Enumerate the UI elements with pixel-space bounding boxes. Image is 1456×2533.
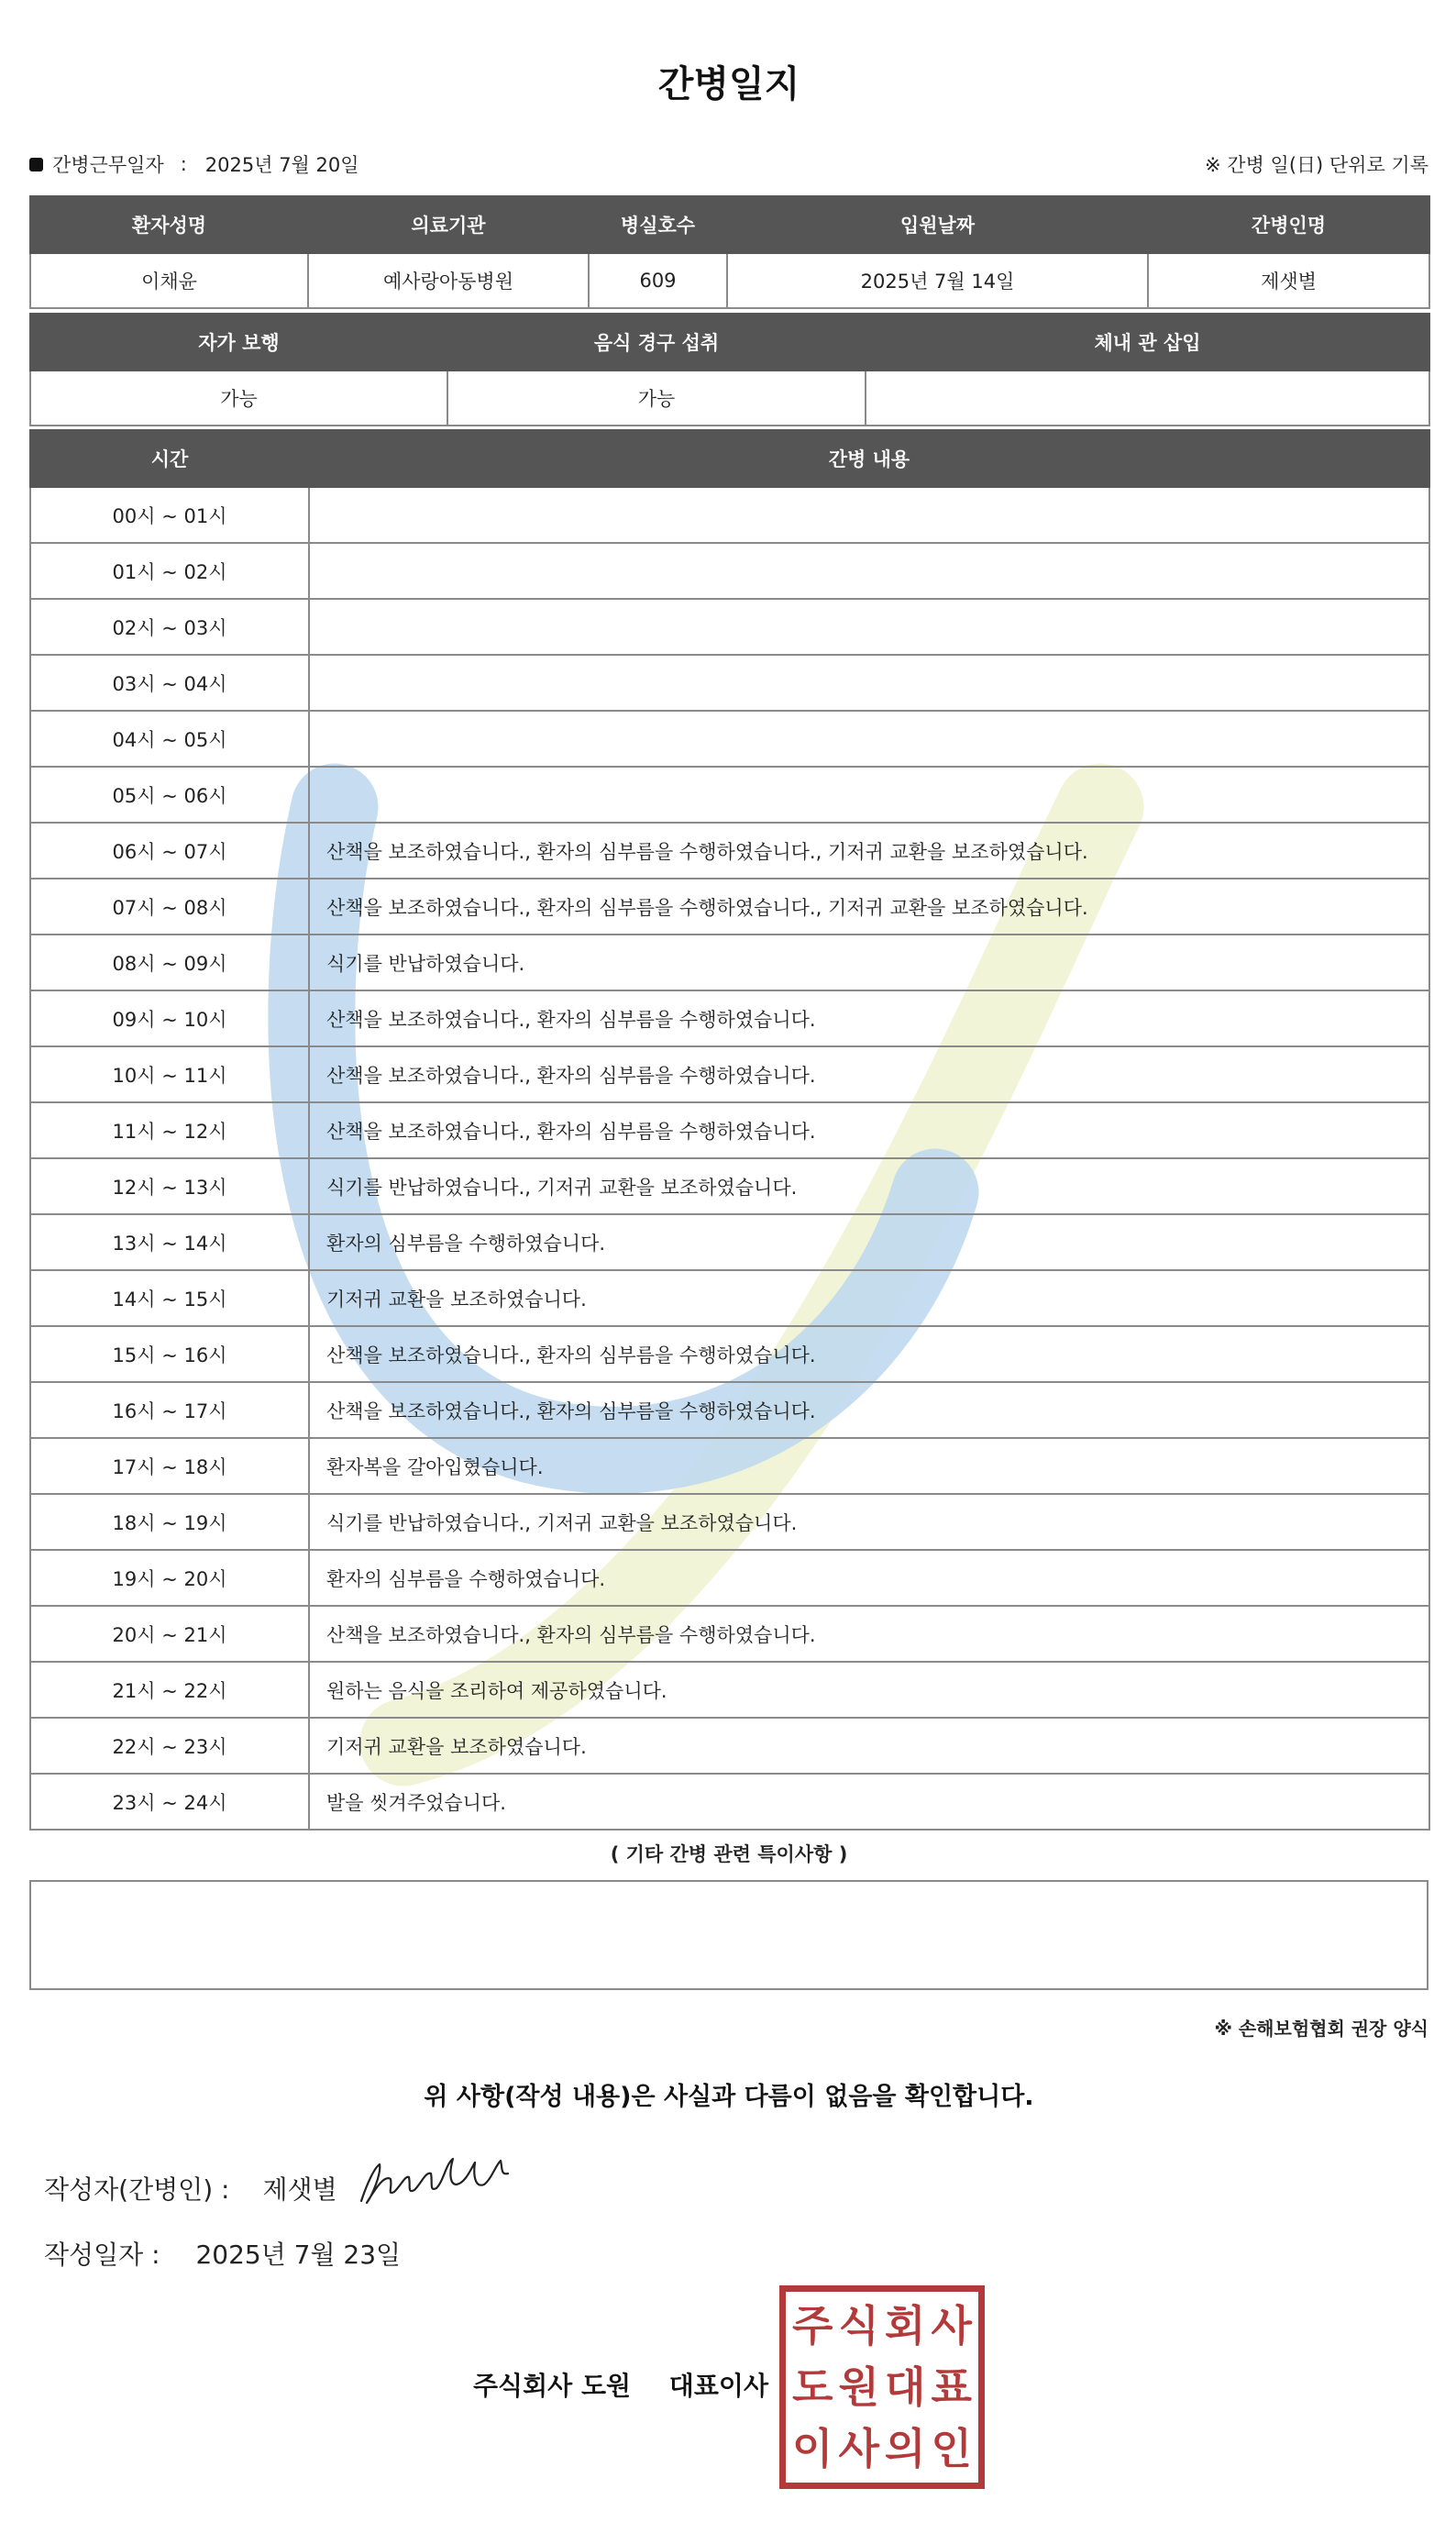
log-time: 06시 ~ 07시 — [30, 823, 309, 879]
log-time: 00시 ~ 01시 — [30, 487, 309, 543]
seal-char: 표 — [931, 2362, 972, 2412]
seal-char: 회 — [885, 2301, 926, 2351]
log-content: 산책을 보조하였습니다., 환자의 심부름을 수행하였습니다. — [309, 1606, 1429, 1662]
seal-char: 이 — [792, 2423, 833, 2473]
patient-info-table — [29, 195, 1430, 309]
log-content: 산책을 보조하였습니다., 환자의 심부름을 수행하였습니다. — [309, 1382, 1429, 1438]
log-row — [30, 879, 1429, 935]
log-time: 18시 ~ 19시 — [30, 1494, 309, 1550]
log-row — [30, 990, 1429, 1046]
admission-date: 2025년 7월 14일 — [727, 253, 1148, 308]
log-row — [30, 1662, 1429, 1718]
patient-name: 이채윤 — [30, 253, 308, 308]
work-date — [29, 150, 359, 178]
oral-intake-value: 가능 — [447, 371, 866, 426]
work-date-value: 2025년 7월 20일 — [204, 154, 359, 176]
log-content: 산책을 보조하였습니다., 환자의 심부름을 수행하였습니다. — [309, 1046, 1429, 1102]
header-time: 시간 — [30, 430, 309, 487]
log-row — [30, 1046, 1429, 1102]
log-content — [309, 599, 1429, 655]
log-time: 15시 ~ 16시 — [30, 1326, 309, 1382]
seal-char: 도 — [792, 2362, 833, 2412]
writer-label: 작성자(간병인) : — [44, 2174, 230, 2205]
hospital-name: 예사랑아동병원 — [308, 253, 589, 308]
log-row — [30, 655, 1429, 711]
header-care-content: 간병 내용 — [309, 430, 1429, 487]
log-time: 01시 ~ 02시 — [30, 543, 309, 599]
log-row — [30, 1718, 1429, 1774]
log-content: 환자의 심부름을 수행하였습니다. — [309, 1214, 1429, 1270]
log-row — [30, 711, 1429, 767]
log-content: 식기를 반납하였습니다., 기저귀 교환을 보조하였습니다. — [309, 1158, 1429, 1214]
log-time: 08시 ~ 09시 — [30, 935, 309, 990]
handwritten-signature — [354, 2148, 519, 2212]
log-content — [309, 543, 1429, 599]
log-time: 20시 ~ 21시 — [30, 1606, 309, 1662]
log-content: 식기를 반납하였습니다. — [309, 935, 1429, 990]
hourly-care-log-table — [29, 429, 1430, 1831]
seal-char: 원 — [838, 2362, 879, 2412]
log-content — [309, 711, 1429, 767]
log-time: 07시 ~ 08시 — [30, 879, 309, 935]
log-content — [309, 487, 1429, 543]
header-admission-date: 입원날짜 — [727, 196, 1148, 253]
log-row — [30, 487, 1429, 543]
work-date-label: 간병근무일자 — [52, 154, 164, 176]
log-time: 09시 ~ 10시 — [30, 990, 309, 1046]
log-time: 13시 ~ 14시 — [30, 1214, 309, 1270]
log-time: 10시 ~ 11시 — [30, 1046, 309, 1102]
log-time: 14시 ~ 15시 — [30, 1270, 309, 1326]
seal-char: 주 — [792, 2301, 833, 2351]
log-content — [309, 655, 1429, 711]
seal-char: 사 — [931, 2301, 972, 2351]
written-date-line — [44, 2235, 401, 2272]
log-content: 원하는 음식을 조리하여 제공하였습니다. — [309, 1662, 1429, 1718]
header-self-walking: 자가 보행 — [30, 314, 447, 371]
header-hospital: 의료기관 — [308, 196, 589, 253]
log-row — [30, 935, 1429, 990]
log-content: 산책을 보조하였습니다., 환자의 심부름을 수행하였습니다., 기저귀 교환을 보조하였습니다. — [309, 823, 1429, 879]
log-content: 산책을 보조하였습니다., 환자의 심부름을 수행하였습니다. — [309, 1326, 1429, 1382]
log-header-row — [30, 430, 1429, 487]
log-content: 산책을 보조하였습니다., 환자의 심부름을 수행하였습니다., 기저귀 교환을 보조하였습니다. — [309, 879, 1429, 935]
self-walking-value: 가능 — [30, 371, 447, 426]
log-time: 12시 ~ 13시 — [30, 1158, 309, 1214]
log-content: 식기를 반납하였습니다., 기저귀 교환을 보조하였습니다. — [309, 1494, 1429, 1550]
seal-char: 인 — [931, 2423, 972, 2473]
log-row — [30, 1102, 1429, 1158]
status-value-row — [30, 371, 1429, 426]
log-row — [30, 1438, 1429, 1494]
tube-insertion-value — [866, 371, 1429, 426]
header-caregiver-name: 간병인명 — [1148, 196, 1429, 253]
square-bullet-icon — [29, 158, 43, 171]
log-row — [30, 1158, 1429, 1214]
company-line — [473, 2366, 768, 2403]
confirmation-statement: 위 사항(작성 내용)은 사실과 다름이 없음을 확인합니다. — [424, 2083, 1034, 2111]
log-row — [30, 1494, 1429, 1550]
log-row — [30, 1214, 1429, 1270]
log-time: 02시 ~ 03시 — [30, 599, 309, 655]
written-date-value: 2025년 7월 23일 — [195, 2240, 402, 2270]
log-content: 환자의 심부름을 수행하였습니다. — [309, 1550, 1429, 1606]
log-content: 기저귀 교환을 보조하였습니다. — [309, 1270, 1429, 1326]
room-number: 609 — [589, 253, 727, 308]
log-time: 04시 ~ 05시 — [30, 711, 309, 767]
writer-name: 제샛별 — [262, 2174, 337, 2205]
work-date-colon: : — [180, 153, 187, 175]
log-row — [30, 1270, 1429, 1326]
writer-line — [44, 2170, 337, 2207]
record-unit-note: ※ 간병 일(日) 단위로 기록 — [1205, 154, 1428, 176]
header-room-number: 병실호수 — [589, 196, 727, 253]
log-time: 03시 ~ 04시 — [30, 655, 309, 711]
remarks-box — [29, 1880, 1428, 1990]
log-content: 발을 씻겨주었습니다. — [309, 1774, 1429, 1830]
log-row — [30, 1606, 1429, 1662]
log-content: 산책을 보조하였습니다., 환자의 심부름을 수행하였습니다. — [309, 990, 1429, 1046]
log-time: 17시 ~ 18시 — [30, 1438, 309, 1494]
meta-row — [29, 150, 1428, 180]
log-row — [30, 1774, 1429, 1830]
status-header-row — [30, 314, 1429, 371]
company-representative-title: 대표이사 — [668, 2371, 768, 2401]
log-content: 환자복을 갈아입혔습니다. — [309, 1438, 1429, 1494]
log-row — [30, 1550, 1429, 1606]
seal-char: 식 — [838, 2301, 879, 2351]
log-time: 11시 ~ 12시 — [30, 1102, 309, 1158]
company-name: 주식회사 도원 — [473, 2371, 632, 2401]
written-date-label: 작성일자 : — [44, 2240, 160, 2270]
company-seal-stamp — [779, 2285, 985, 2489]
seal-char: 대 — [885, 2362, 926, 2412]
log-row — [30, 599, 1429, 655]
header-patient-name: 환자성명 — [30, 196, 308, 253]
caregiver-name: 제샛별 — [1148, 253, 1429, 308]
patient-status-table — [29, 313, 1430, 426]
log-time: 16시 ~ 17시 — [30, 1382, 309, 1438]
form-source-note: ※ 손해보험협회 권장 양식 — [1214, 2018, 1428, 2040]
document-title: 간병일지 — [657, 63, 800, 105]
log-content — [309, 767, 1429, 823]
log-time: 23시 ~ 24시 — [30, 1774, 309, 1830]
seal-char: 사 — [838, 2423, 879, 2473]
log-row — [30, 1382, 1429, 1438]
log-row — [30, 543, 1429, 599]
log-content: 기저귀 교환을 보조하였습니다. — [309, 1718, 1429, 1774]
log-time: 05시 ~ 06시 — [30, 767, 309, 823]
patient-value-row — [30, 253, 1429, 308]
log-row — [30, 767, 1429, 823]
seal-char: 의 — [885, 2423, 926, 2473]
log-time: 21시 ~ 22시 — [30, 1662, 309, 1718]
log-time: 19시 ~ 20시 — [30, 1550, 309, 1606]
patient-header-row — [30, 196, 1429, 253]
log-time: 22시 ~ 23시 — [30, 1718, 309, 1774]
log-row — [30, 823, 1429, 879]
remarks-title: ( 기타 간병 관련 특이사항 ) — [610, 1843, 848, 1865]
header-oral-intake: 음식 경구 섭취 — [447, 314, 866, 371]
log-content: 산책을 보조하였습니다., 환자의 심부름을 수행하였습니다. — [309, 1102, 1429, 1158]
log-row — [30, 1326, 1429, 1382]
header-tube-insertion: 체내 관 삽입 — [866, 314, 1429, 371]
